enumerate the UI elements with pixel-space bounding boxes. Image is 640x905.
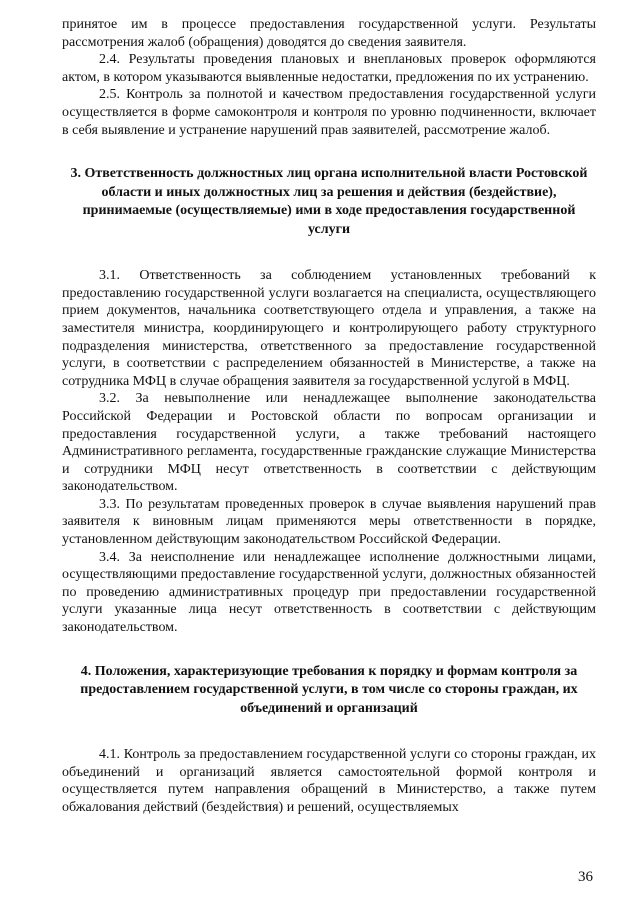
paragraph-3-4: 3.4. За неисполнение или ненадлежащее исполнение должностными лицами, осуществляющими предоставление государственной услуги, должностных обязанностей по проведению административных процедур при предоставлении государственной услуги указанные лица несут ответственность в соответствии с действующим законодательством.: [62, 549, 596, 636]
section-4-heading: 4. Положения, характеризующие требования к порядку и формам контроля за предоставлением государственной услуги, в том числе со стороны граждан, их объединений и организаций: [80, 663, 578, 716]
paragraph-4-1: 4.1. Контроль за предоставлением государственной услуги со стороны граждан, их объединений и организаций является самостоятельной формой контроля и осуществляется путем направления обращений в Министерство, а также путем обжалования действий (бездействия) и решений, осуществляемых: [62, 747, 596, 815]
paragraph-3-1: 3.1. Ответственность за соблюдением установленных требований к предоставлению государственной услуги возлагается на специалиста, осуществляющего прием документов, начальника соответствующего отдела и управления, а также на заместителя министра, координирующего и контролирующего работу структурного подразделения министерства, ответственного за предоставление государственной услуги, в соответствии с распределением обязанностей в Министерстве, а также на сотрудника МФЦ в случае обращения заявителя за государственной услугой в МФЦ.: [62, 268, 596, 389]
paragraph-3-2: 3.2. За невыполнение или ненадлежащее выполнение законодательства Российской Федерации и Ростовской области по вопросам организации и предоставления государственной услуги, а также требований настоящего Административного регламента, государственные гражданские служащие Министерства и сотрудники МФЦ несут ответственность в соответствии с действующим законодательством.: [62, 391, 596, 495]
spacer: [62, 718, 596, 746]
section-3-heading: 3. Ответственность должностных лиц органа исполнительной власти Ростовской области и иных должностных лиц за решения и действия (бездействие), принимаемые (осуществляемые) ими в ходе предоставления государственной услуги: [70, 166, 588, 237]
document-page: [62, 16, 596, 817]
paragraph-continued: принятое им в процессе предоставления государственной услуги. Результаты рассмотрения жалоб (обращения) доводятся до сведения заявителя.: [62, 17, 596, 50]
spacer: [62, 139, 596, 165]
paragraph-2-4: 2.4. Результаты проведения плановых и внеплановых проверок оформляются актом, в котором указываются выявленные недостатки, предложения по их устранению.: [62, 52, 596, 85]
paragraph-2-5: 2.5. Контроль за полнотой и качеством предоставления государственной услуги осуществляется в форме самоконтроля и контроля по уровню подчиненности, включает в себя выявление и устранение нарушений прав заявителей, рассмотрение жалоб.: [62, 87, 596, 138]
spacer: [62, 637, 596, 663]
spacer: [62, 239, 596, 267]
page-number: 36: [578, 869, 593, 885]
paragraph-3-3: 3.3. По результатам проведенных проверок в случае выявления нарушений прав заявителя к виновным лицам применяются меры ответственности в порядке, установленном действующим законодательством Российской Федерации.: [62, 496, 596, 548]
